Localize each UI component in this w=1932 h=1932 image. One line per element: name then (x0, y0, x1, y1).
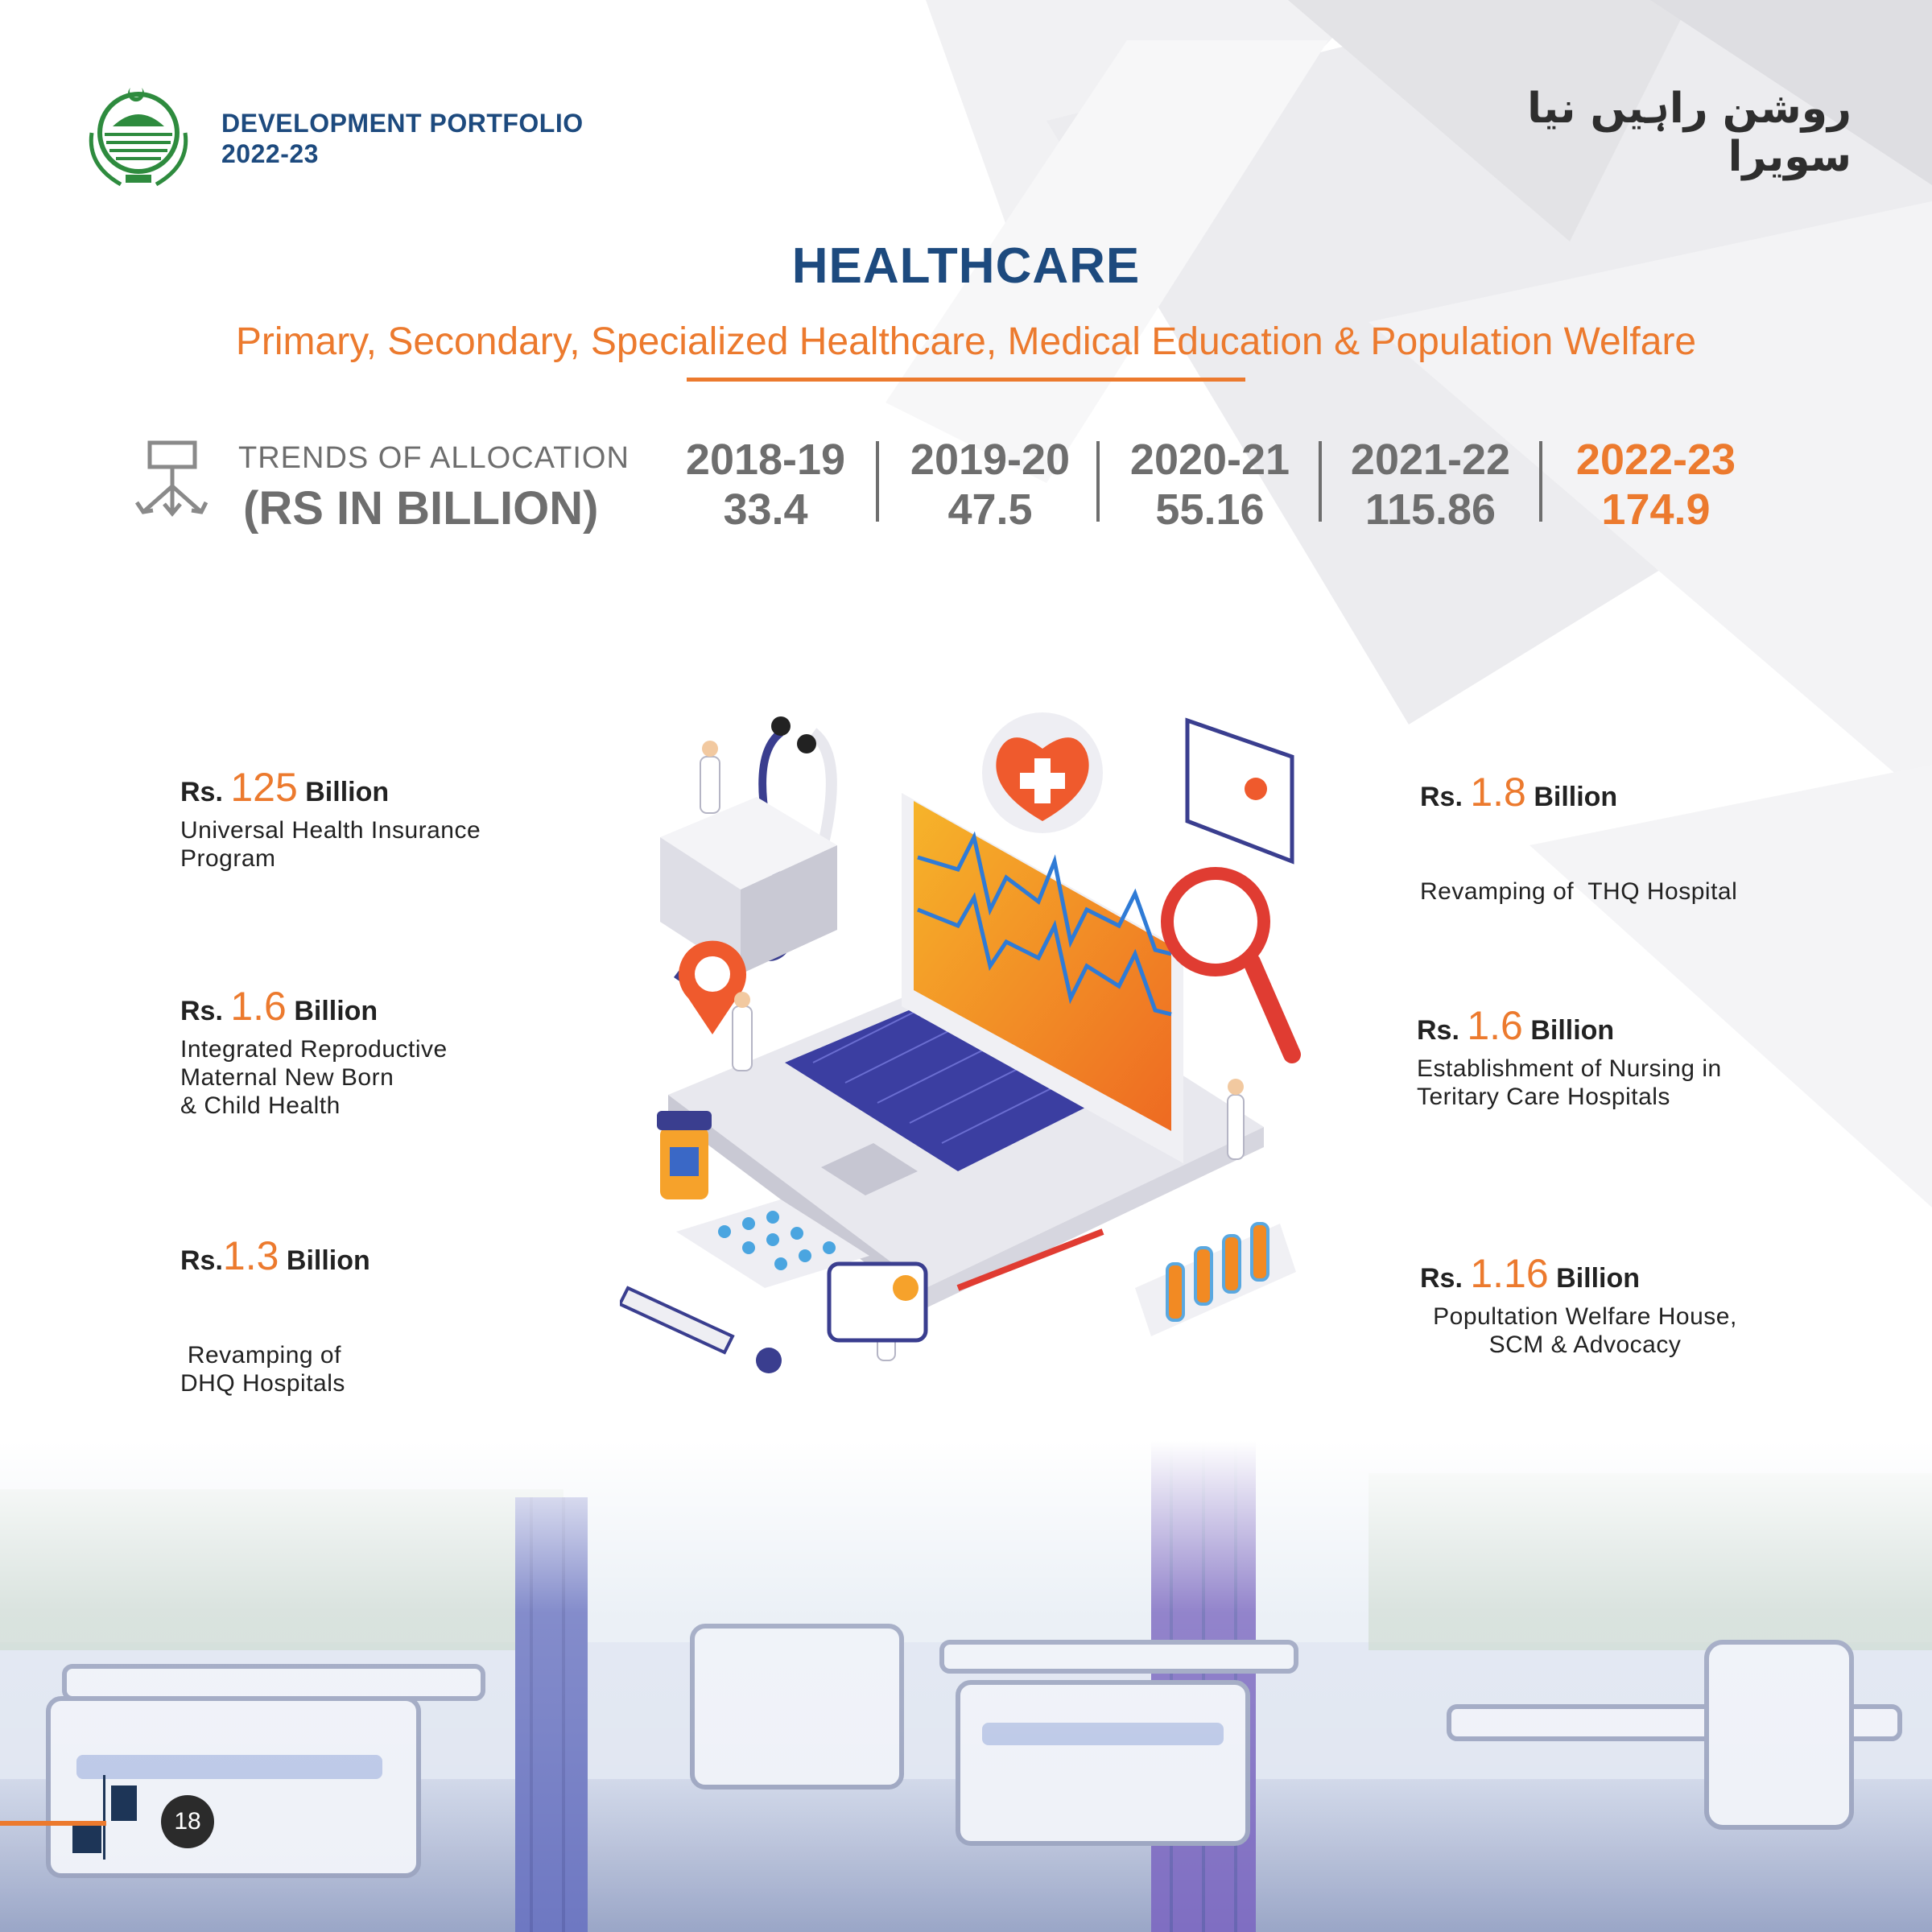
allocation-value: 33.4 (723, 485, 808, 534)
page-number: 18 (161, 1795, 214, 1848)
item-amount: Rs. 1.8 Billion (1420, 770, 1618, 815)
divider (876, 441, 879, 522)
portfolio-title-line2: 2022-23 (221, 139, 319, 168)
hospital-ward-photo (0, 1441, 1932, 1932)
item-universal-health-insurance (180, 766, 631, 873)
decorative-line (103, 1775, 105, 1860)
item-description: Revamping of THQ Hospital (1420, 878, 1738, 905)
punjab-government-logo (80, 76, 197, 193)
item-amount: Rs. 1.16 Billion (1420, 1251, 1641, 1296)
year-label: 2020-21 (1129, 436, 1290, 484)
allocation-2021-22 (1322, 435, 1539, 535)
item-amount: Rs. 1.6 Billion (180, 984, 378, 1029)
allocation-value: 55.16 (1155, 485, 1265, 534)
year-label: 2018-19 (685, 436, 846, 484)
healthcare-laptop-illustration (620, 708, 1312, 1401)
allocation-value: 115.86 (1364, 485, 1496, 534)
divider (1096, 441, 1100, 522)
item-dhq-hospitals (180, 1235, 631, 1454)
year-label: 2022-23 (1575, 436, 1736, 484)
item-thq-hospital (1420, 771, 1871, 962)
allocation-2022-23 (1547, 435, 1765, 535)
allocation-2019-20 (881, 435, 1099, 535)
urdu-slogan: روشن راہیں نیا سویرا (1527, 85, 1852, 181)
item-description: Establishment of Nursing in Teritary Care Hospitals (1417, 1055, 1722, 1110)
item-description: Revamping of DHQ Hospitals (180, 1342, 345, 1397)
year-label: 2019-20 (910, 436, 1071, 484)
item-description: Popultation Welfare House, SCM & Advocacy (1433, 1303, 1737, 1358)
allocation-value: 47.5 (947, 485, 1033, 534)
decorative-square (72, 1826, 101, 1853)
item-amount: Rs. 125 Billion (180, 765, 390, 810)
item-population-welfare (1420, 1253, 1871, 1359)
item-description: Universal Health Insurance Program (180, 817, 481, 872)
portfolio-title (221, 108, 584, 169)
portfolio-title-line1: DEVELOPMENT PORTFOLIO (221, 109, 584, 138)
page-subtitle: Primary, Secondary, Specialized Healthcare, Medical Education & Population Welfare (235, 320, 1697, 363)
allocation-value: 174.9 (1601, 485, 1711, 534)
decorative-square (111, 1785, 137, 1821)
year-label: 2021-22 (1350, 436, 1511, 484)
item-description: Integrated Reproductive Maternal New Born & Child Health (180, 1036, 448, 1119)
item-amount: Rs.1.3 Billion (180, 1233, 370, 1278)
item-amount: Rs. 1.6 Billion (1417, 1003, 1615, 1048)
allocation-2020-21 (1101, 435, 1319, 535)
subtitle-underline (687, 378, 1245, 382)
allocation-2018-19 (657, 435, 874, 535)
item-reproductive-health (180, 985, 631, 1120)
item-nursing-establishment (1417, 1005, 1868, 1111)
page-title: HEALTHCARE (791, 238, 1141, 294)
trends-label: TRENDS OF ALLOCATION (238, 441, 630, 475)
trends-unit-label: (RS IN BILLION) (243, 482, 599, 535)
divider (1539, 441, 1542, 522)
allocation-trend-icon (135, 440, 224, 520)
